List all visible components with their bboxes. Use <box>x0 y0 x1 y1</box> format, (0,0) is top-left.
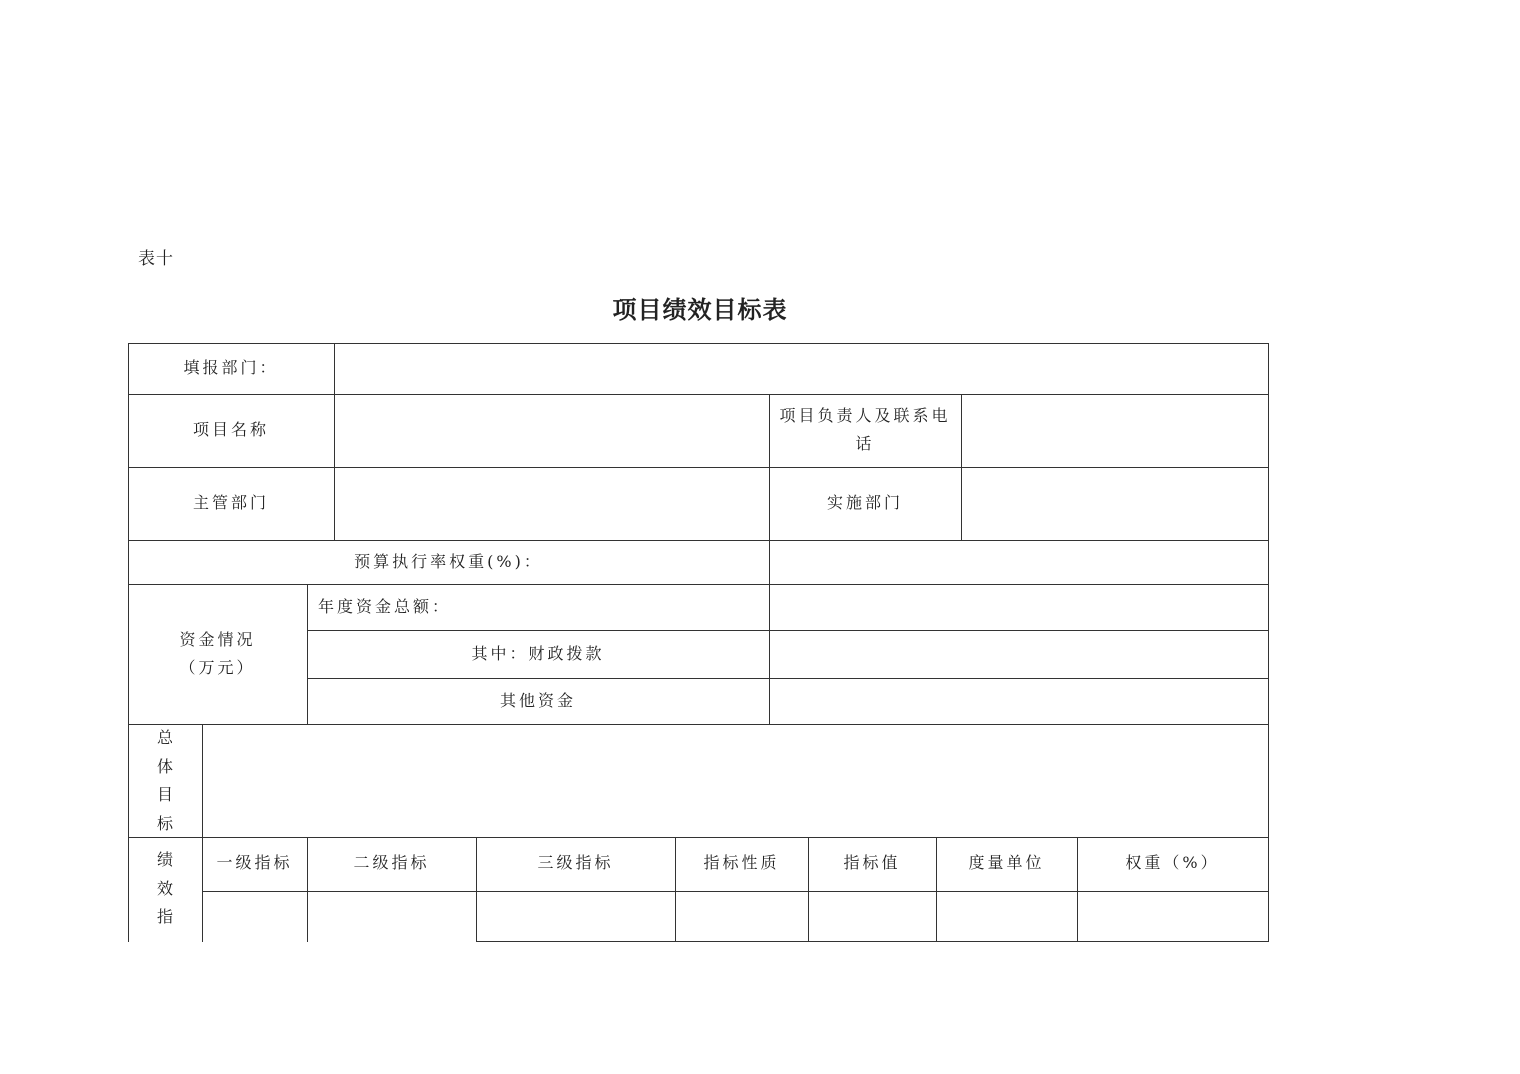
header-indicator-nature: 指标性质 <box>703 853 780 872</box>
implementing-dept-label: 实施部门 <box>826 493 903 512</box>
header-indicator-value: 指标值 <box>843 853 901 872</box>
header-unit: 度量单位 <box>968 853 1045 872</box>
header-level2-indicator: 二级指标 <box>353 853 430 872</box>
project-name-label: 项目名称 <box>192 420 269 439</box>
fund-status-label-line1: 资金情况 <box>179 630 256 649</box>
fiscal-allocation-label: 其中：财政拨款 <box>471 644 605 663</box>
supervising-dept-label: 主管部门 <box>192 493 269 512</box>
performance-indicators-label: 绩 效 指 <box>156 850 173 926</box>
table-caption: 表十 <box>138 249 174 269</box>
page-title: 项目绩效目标表 <box>612 295 788 324</box>
project-leader-label-line2: 话 <box>855 434 875 453</box>
other-funds-label: 其他资金 <box>499 691 576 710</box>
fund-status-label-line2: （万元） <box>179 658 256 677</box>
fill-dept-label: 填报部门： <box>183 358 279 377</box>
budget-weight-label: 预算执行率权重(%)： <box>354 552 543 571</box>
header-weight: 权重（%） <box>1125 853 1220 872</box>
overall-goal-label: 总 体 目 标 <box>156 728 173 833</box>
project-leader-label-line1: 项目负责人及联系电 <box>779 406 951 425</box>
header-level1-indicator: 一级指标 <box>216 853 293 872</box>
annual-total-label: 年度资金总额： <box>318 597 452 616</box>
header-level3-indicator: 三级指标 <box>537 853 614 872</box>
